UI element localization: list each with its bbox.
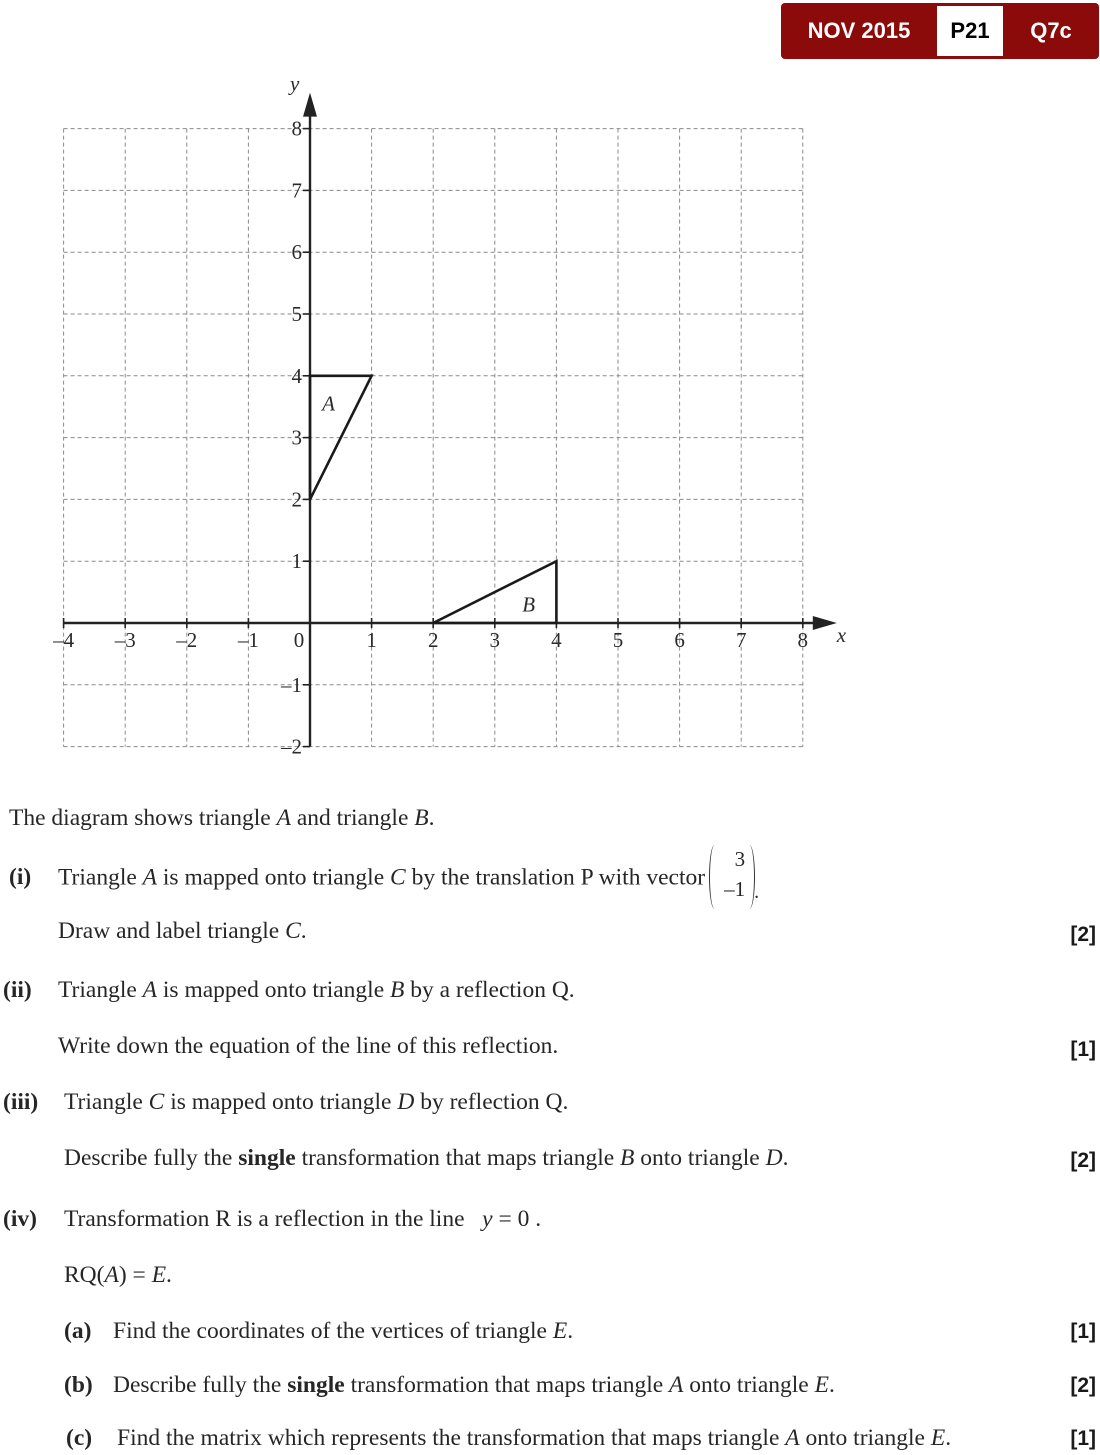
emphasis-single: single [287,1372,345,1398]
grid-lines [64,129,803,747]
y-tick-label: 2 [291,487,302,512]
triangle-b-ref: B [620,1145,635,1171]
question-iii-line2 [64,1145,788,1172]
x-tick-label: 5 [612,628,624,652]
y-tick-label: 5 [291,302,302,326]
text: is mapped onto triangle [157,977,391,1003]
y-tick-label: –2 [281,734,302,759]
coordinate-grid-diagram [0,60,880,770]
triangle-e-ref: E [552,1318,568,1344]
triangle-d-ref: D [397,1089,415,1115]
triangle-a-ref: A [785,1425,800,1451]
text: is mapped onto triangle [164,1089,398,1115]
text: onto triangle [634,1145,766,1171]
x-axis-arrow-icon [813,616,837,630]
equation-variable: y [482,1206,493,1232]
text: The diagram shows triangle [9,805,277,831]
text: . [428,805,435,831]
period: . [754,881,760,903]
x-tick-label: 1 [366,628,377,652]
part-a-number: (a) [64,1318,92,1344]
question-i-line2 [58,918,307,945]
question-iv-a [64,1318,573,1345]
triangle-e-ref: E [930,1425,946,1451]
triangle-c-ref: C [390,864,406,891]
question-reference-badge [781,3,1099,59]
question-ii-line1 [3,977,575,1004]
triangle-a-ref: A [669,1372,684,1398]
text: by the translation P with vector [405,864,706,891]
text: . [828,1372,835,1398]
question-iv-number: (iv) [3,1206,37,1232]
vector-x: 3 [734,847,746,871]
left-paren [709,845,720,909]
text: Find the coordinates of the vertices of triangle [113,1318,553,1344]
text: . [300,918,307,944]
translation-vector [709,845,759,913]
x-tick-label: 7 [735,628,747,652]
text: transformation that maps triangle [344,1372,670,1398]
triangle-a-ref: A [276,805,291,831]
y-tick-label: 3 [291,425,302,450]
text: ) = [118,1262,152,1288]
y-tick-label: 8 [291,116,302,141]
x-tick-label: 8 [797,628,809,652]
marks-iv-a: [1] [1070,1320,1096,1343]
y-tick-label: 4 [291,363,302,388]
question-iv-line1 [3,1206,541,1233]
x-tick-label: –3 [114,628,136,652]
triangle-e-ref: E [814,1372,829,1398]
marks-iii: [2] [1070,1149,1096,1172]
text: Describe fully the [64,1145,239,1171]
x-tick-label: 0 [293,628,305,652]
triangle-a-ref: A [142,977,158,1003]
x-tick-label: 2 [427,628,439,652]
question-iii-number: (iii) [3,1089,39,1115]
triangle-c-ref: C [148,1089,165,1115]
triangle-e-ref: E [151,1262,167,1288]
part-b-number: (b) [64,1372,93,1398]
question-i-line1 [9,845,759,913]
question-ii-number: (ii) [3,977,32,1003]
y-axis-arrow-icon [303,93,317,117]
triangle-b-label: B [522,592,536,617]
question-ii-line2: Write down the equation of the line of this reflection. [58,1033,559,1059]
question-iv-b [64,1372,835,1399]
question-number: Q7c [1030,18,1072,43]
triangle-a-label: A [322,391,335,416]
text: . [782,1145,789,1171]
text: Describe fully the [113,1372,288,1398]
question-iii-line1 [3,1089,568,1116]
y-tick-label: 6 [291,240,302,265]
y-tick-label: 1 [291,549,302,574]
question-iv-c [66,1425,951,1452]
x-axis-name: x [836,623,847,647]
text: by reflection Q. [414,1089,569,1115]
triangle-a-ref: A [142,864,158,891]
text: RQ( [64,1262,105,1288]
x-tick-label: –4 [53,628,75,652]
text: Transformation R is a reflection in the line [64,1206,471,1232]
text: transformation that maps triangle [295,1145,621,1171]
text: and triangle [290,805,415,831]
text: Find the matrix which represents the transformation that maps triangle [117,1425,786,1451]
triangle-b-ref: B [390,977,405,1003]
marks-iv-b: [2] [1070,1374,1096,1397]
text: . [945,1425,952,1451]
text: . [166,1262,172,1288]
marks-ii: [1] [1070,1038,1096,1061]
text: Triangle [58,977,143,1003]
text: . [567,1318,574,1344]
text: Triangle [58,864,143,891]
marks-iv-c: [1] [1070,1427,1096,1450]
x-tick-label: 3 [489,628,501,652]
vector-y: –1 [724,877,746,901]
question-iv-line2 [64,1262,172,1289]
exam-session: NOV 2015 [807,18,911,43]
y-axis-name: y [290,71,300,96]
y-tick-label: 7 [291,178,302,203]
y-tick-label: –1 [281,672,302,697]
intro-text [9,805,435,832]
text: Triangle [64,1089,149,1115]
text: onto triangle [683,1372,815,1398]
x-tick-label: –2 [176,628,198,652]
question-i-number: (i) [9,864,32,891]
x-tick-label: 4 [551,628,562,652]
triangle-c-ref: C [285,918,301,944]
text: is mapped onto triangle [157,864,391,891]
tick-labels [52,72,847,759]
triangle-b-ref: B [414,805,429,831]
equation-rest: = 0 . [492,1206,542,1232]
text: Draw and label triangle [58,918,286,944]
text: onto triangle [799,1425,931,1451]
x-tick-label: –1 [237,628,259,652]
triangle-a-ref: A [104,1262,119,1288]
marks-i: [2] [1070,923,1096,946]
x-tick-label: 6 [674,628,685,652]
text: by a reflection Q. [404,977,575,1003]
triangle-d-ref: D [765,1145,783,1171]
emphasis-single: single [238,1145,296,1171]
part-c-number: (c) [66,1425,93,1451]
paper-number: P21 [937,6,1003,56]
